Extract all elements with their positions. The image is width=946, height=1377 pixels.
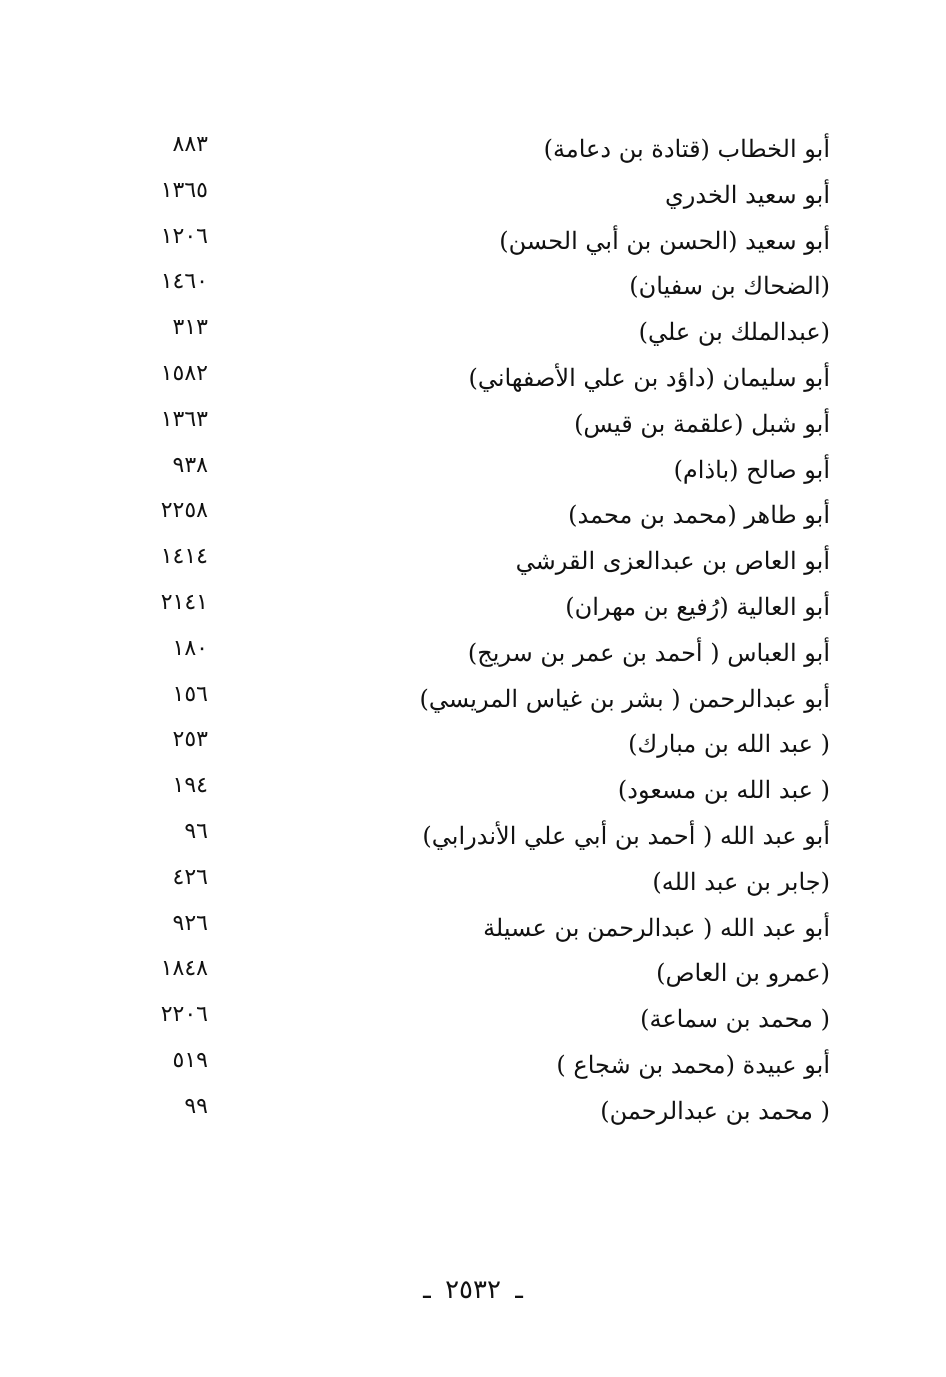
entry-page-number: ٩٦ xyxy=(184,818,208,844)
index-row xyxy=(120,998,830,1044)
index-row xyxy=(120,1090,830,1136)
entry-name: أبو العالية (رُفيع بن مهران) xyxy=(565,592,830,621)
index-row xyxy=(120,861,830,907)
entry-name: ( محمد بن سماعة) xyxy=(640,1005,830,1034)
index-list xyxy=(120,128,830,1136)
index-row xyxy=(120,449,830,495)
entry-page-number: ٨٨٣ xyxy=(172,132,208,157)
index-row xyxy=(120,311,830,357)
entry-name: ( عبد الله بن مسعود) xyxy=(617,776,830,805)
index-row xyxy=(120,952,830,998)
entry-name: أبو عبد الله ( عبدالرحمن بن عسيلة xyxy=(483,913,830,942)
entry-page-number: ١٢٠٦ xyxy=(160,223,208,249)
entry-name: أبو شبل (علقمة بن قيس) xyxy=(574,409,830,438)
entry-page-number: ٣١٣ xyxy=(172,315,208,341)
entry-page-number: ٢٢٥٨ xyxy=(160,498,208,524)
index-row xyxy=(120,1044,830,1090)
entry-page-number: ١٩٤ xyxy=(172,773,208,799)
index-row xyxy=(120,403,830,449)
entry-page-number: ٤٢٦ xyxy=(172,864,208,890)
index-row xyxy=(120,128,830,174)
index-row xyxy=(120,220,830,266)
entry-name: أبو صالح (باذام) xyxy=(673,455,830,484)
page-number-value: ٢٥٣٢ xyxy=(445,1275,501,1305)
entry-name: أبو سعيد (الحسن بن أبي الحسن) xyxy=(499,226,830,255)
index-row xyxy=(120,586,830,632)
entry-name: أبو طاهر (محمد بن محمد) xyxy=(568,501,830,530)
entry-page-number: ٢١٤١ xyxy=(160,589,208,615)
entry-name: (عمرو بن العاص) xyxy=(656,959,830,988)
index-row xyxy=(120,907,830,953)
page-number xyxy=(0,1275,946,1305)
entry-page-number: ١٣٦٥ xyxy=(160,177,208,203)
index-row xyxy=(120,678,830,724)
entry-name: أبو عبيدة (محمد بن شجاع ) xyxy=(556,1050,830,1079)
entry-name: أبو عبد الله ( أحمد بن أبي علي الأندرابي) xyxy=(422,821,830,850)
entry-page-number: ١٣٦٣ xyxy=(160,406,208,432)
index-row xyxy=(120,540,830,586)
entry-page-number: ١٨٤٨ xyxy=(160,956,208,982)
entry-page-number: ٩٢٦ xyxy=(172,910,208,936)
entry-page-number: ١٤٦٠ xyxy=(160,269,208,295)
entry-page-number: ١٤١٤ xyxy=(160,544,208,570)
entry-name: ( عبد الله بن مبارك) xyxy=(628,730,830,759)
entry-page-number: ١٥٨٢ xyxy=(160,360,208,386)
entry-name: أبو سعيد الخدري xyxy=(665,180,830,209)
entry-page-number: ١٥٦ xyxy=(172,681,208,707)
entry-name: أبو العاص بن عبدالعزى القرشي xyxy=(515,547,830,576)
entry-page-number: ٩٣٨ xyxy=(172,452,208,478)
page-number-dash: ـ xyxy=(423,1275,431,1305)
entry-name: (عبدالملك بن علي) xyxy=(638,318,830,347)
index-row xyxy=(120,265,830,311)
entry-name: أبو سليمان (داؤد بن علي الأصفهاني) xyxy=(468,363,830,392)
index-row xyxy=(120,769,830,815)
index-row xyxy=(120,174,830,220)
index-row xyxy=(120,723,830,769)
entry-name: (جابر بن عبد الله) xyxy=(652,867,830,896)
entry-name: أبو عبدالرحمن ( بشر بن غياس المريسي) xyxy=(419,684,830,713)
page-number-dash: ـ xyxy=(515,1275,523,1305)
entry-name: أبو العباس ( أحمد بن عمر بن سريج) xyxy=(467,638,830,667)
index-row xyxy=(120,815,830,861)
index-row xyxy=(120,494,830,540)
entry-name: ( محمد بن عبدالرحمن) xyxy=(600,1096,830,1125)
entry-page-number: ٢٢٠٦ xyxy=(160,1002,208,1028)
entry-name: أبو الخطاب (قتادة بن دعامة) xyxy=(543,135,830,163)
entry-name: (الضحاك بن سفيان) xyxy=(629,272,830,301)
entry-page-number: ٥١٩ xyxy=(172,1047,208,1073)
entry-page-number: ١٨٠ xyxy=(172,635,208,661)
entry-page-number: ٩٩ xyxy=(184,1093,208,1119)
index-row xyxy=(120,632,830,678)
entry-page-number: ٢٥٣ xyxy=(172,727,208,753)
index-row xyxy=(120,357,830,403)
